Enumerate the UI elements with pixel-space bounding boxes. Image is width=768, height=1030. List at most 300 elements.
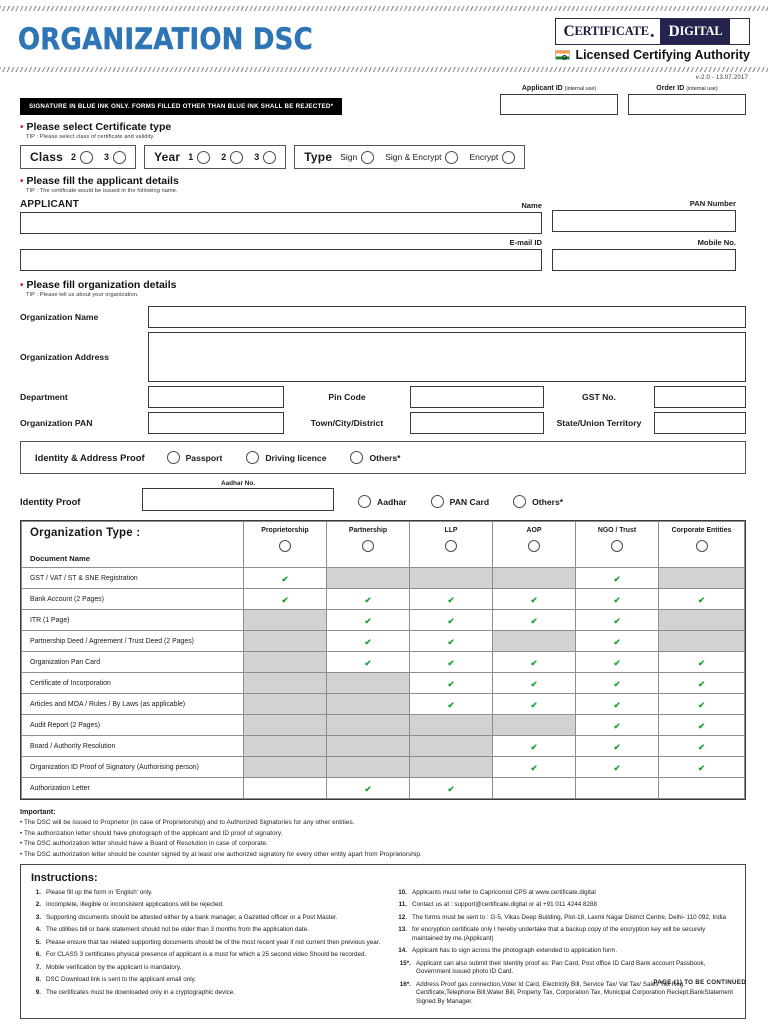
organization-type-table (21, 521, 745, 799)
class-title: Class (30, 150, 64, 164)
table-body (22, 568, 745, 799)
radio-circle-icon[interactable] (80, 151, 93, 164)
check-icon: ✔ (697, 700, 706, 710)
check-icon: ✔ (613, 574, 621, 584)
check-icon: ✔ (281, 574, 289, 584)
identity-proof-options (358, 495, 587, 511)
instruction-text: Mobile verification by the applicant is mandatory. (46, 963, 182, 971)
requirement-cell-checked (659, 673, 745, 694)
applicant-row-1 (20, 199, 746, 234)
column-aop-label: AOP (526, 527, 542, 534)
instructions-heading: Instructions: (31, 871, 98, 884)
logo-dig-rest: IGITAL (679, 24, 723, 38)
instruction-number: 2. (35, 901, 41, 908)
org-state-label: State/Union Territory (556, 418, 642, 428)
requirement-cell-checked (410, 778, 493, 799)
document-name-cell: Organization ID Proof of Signatory (Authorising person) (22, 757, 244, 778)
applicant-email-labels (20, 238, 542, 247)
column-aop-radio[interactable] (495, 539, 573, 557)
requirement-cell-na (327, 715, 410, 736)
applicant-name-input[interactable] (20, 212, 542, 234)
document-name-title: Document Name (30, 554, 90, 563)
table-row (22, 736, 745, 757)
check-icon: ✔ (530, 679, 538, 689)
important-item: • The DSC authorization letter should be counter signed by at least one authorized signatory for every other entity apart from Proprietorship. (20, 851, 746, 858)
instruction-item (397, 889, 735, 898)
class-option-3-label: 3 (104, 152, 110, 162)
identity-option-others-label: Others* (532, 496, 564, 507)
org-pan-label: Organization PAN (20, 418, 93, 428)
type-option-box (294, 145, 525, 169)
logo-cert-cap: C (563, 22, 575, 40)
org-pincode-input[interactable] (410, 386, 544, 408)
requirement-cell-checked (244, 568, 327, 589)
important-heading: Important: (20, 807, 56, 816)
table-row (22, 694, 745, 715)
check-icon: ✔ (530, 742, 538, 752)
brand-logo (555, 18, 750, 62)
requirement-cell-checked (493, 610, 576, 631)
check-icon: ✔ (447, 679, 455, 689)
instruction-text: DSC Download link is sent to the applicant email only. (46, 976, 197, 983)
org-address-label: Organization Address (20, 352, 109, 362)
instruction-text: Address Proof gas connection,Voter Id Card, Electricity Bill, Service Tax/ Vat Tax/ Sales Tax Reg. Certificate,Telephone Bill,Water Bill, Property Tax, Corporation Tax, Municipal Corporation Reciept,BankStatement Signed By Manager. (416, 980, 733, 1005)
requirement-cell-na (493, 568, 576, 589)
column-llp[interactable] (410, 522, 493, 568)
column-corporate-entities-radio[interactable] (661, 539, 742, 557)
instruction-number: 4. (35, 926, 41, 933)
order-id-field (628, 85, 746, 115)
year-option-3-label: 3 (254, 152, 260, 162)
requirement-cell-empty (244, 778, 327, 799)
check-icon: ✔ (530, 616, 538, 626)
organization-type-table-wrapper (20, 520, 746, 800)
org-gst-label: GST No. (582, 392, 616, 402)
bullet-icon: • (20, 280, 24, 291)
instruction-number: 8. (35, 976, 41, 983)
instruction-item (31, 926, 383, 935)
type-option-sign[interactable] (340, 151, 374, 164)
requirement-cell-checked (659, 589, 745, 610)
check-icon: ✔ (613, 763, 621, 773)
org-department-input[interactable] (148, 386, 284, 408)
org-department-label: Department (20, 392, 68, 402)
requirement-cell-na (327, 694, 410, 715)
check-icon: ✔ (613, 700, 621, 710)
check-icon: ✔ (364, 658, 372, 668)
organization-fields (0, 298, 768, 434)
radio-circle-icon[interactable] (197, 151, 210, 164)
requirement-cell-checked (493, 694, 576, 715)
instruction-number: 10. (398, 888, 407, 896)
applicant-id-note: (internal use) (564, 86, 597, 92)
instruction-number: 12. (398, 913, 407, 921)
applicant-row-2 (20, 238, 746, 271)
radio-circle-icon[interactable] (611, 540, 623, 552)
applicant-mobile-col (552, 238, 736, 271)
type-option-encrypt[interactable] (469, 151, 515, 164)
requirement-cell-na (244, 694, 327, 715)
notice-row (0, 81, 768, 115)
requirement-cell-na (659, 631, 745, 652)
proof-option-driving-licence-label: Driving licence (265, 452, 327, 463)
identity-option-aadhar-label: Aadhar (377, 496, 407, 507)
organization-heading: Please fill organization details (26, 279, 177, 291)
instruction-item (397, 901, 735, 910)
bullet-icon: • (20, 122, 24, 133)
instruction-text: The certificates must be downloaded only in a cryptographic device. (46, 988, 236, 996)
org-town-input[interactable] (410, 412, 544, 434)
column-ngo-trust-radio[interactable] (578, 539, 656, 557)
certificate-type-tip: TIP : Please select class of certificate and validity. (26, 134, 155, 140)
instructions-box (20, 864, 746, 1020)
document-name-cell: Articles and MOA / Rules / By Laws (as applicable) (22, 694, 244, 715)
document-name-cell: Certificate of Incorporation (22, 673, 244, 694)
radio-circle-icon[interactable] (263, 151, 276, 164)
table-header-row (22, 522, 745, 568)
instruction-number: 3. (35, 913, 41, 921)
page-header (0, 11, 768, 67)
check-icon: ✔ (364, 784, 372, 794)
class-option-2[interactable] (71, 151, 93, 164)
instruction-text: for encryption certificate only I hereby undertake that a backup copy of the encryption key will be securely maintained by me.(Applicant) (412, 926, 706, 942)
requirement-cell-checked (493, 736, 576, 757)
check-icon: ✔ (697, 721, 706, 731)
check-icon: ✔ (447, 700, 455, 710)
instructions-left-column (31, 889, 383, 1011)
important-item: • The DSC will be issued to Proprietor (in case of Proprietorship) and to Authorized Signatories for any other entities. (20, 819, 746, 826)
type-option-encrypt-label: Encrypt (469, 152, 499, 162)
org-state-input[interactable] (654, 412, 746, 434)
page-footer: PAGE (1) TO BE CONTINUED (653, 979, 746, 986)
radio-circle-icon[interactable] (696, 540, 708, 552)
instruction-number: 1. (35, 888, 41, 896)
instruction-text: Incomplete, illegible or inconsistent applications will be rejected. (46, 901, 224, 908)
radio-circle-icon[interactable] (528, 540, 540, 552)
check-icon: ✔ (697, 658, 706, 668)
requirement-cell-checked (576, 652, 659, 673)
important-section (0, 800, 768, 858)
instruction-text: The forms must be sent to : G-5, Vikas Deep Building, Plot-18, Laxmi Nagar District Centre, Delhi- 110 092, India (412, 913, 727, 921)
year-option-2[interactable] (221, 151, 243, 164)
requirement-cell-na (659, 568, 745, 589)
instruction-number: 7. (35, 963, 41, 971)
org-address-row (20, 332, 746, 382)
applicant-pan-input[interactable] (552, 210, 736, 232)
applicant-name-label: Name (521, 201, 542, 210)
proof-option-driving-licence[interactable] (246, 451, 326, 464)
column-proprietorship[interactable] (244, 522, 327, 568)
instruction-text: Please fill up the form in 'English' only. (46, 888, 153, 896)
radio-circle-icon[interactable] (445, 540, 457, 552)
requirement-cell-checked (576, 631, 659, 652)
column-ngo-trust[interactable] (576, 522, 659, 568)
requirement-cell-checked (576, 610, 659, 631)
column-partnership[interactable] (327, 522, 410, 568)
applicant-caption: APPLICANT (20, 199, 80, 210)
instruction-text: Applicant has to sign across the photograph extended to application form. (412, 947, 618, 954)
column-llp-radio[interactable] (412, 539, 490, 557)
page-title: ORGANIZATION DSC (18, 23, 313, 57)
year-option-2-label: 2 (221, 152, 227, 162)
applicant-id-input[interactable] (500, 94, 618, 115)
radio-circle-icon[interactable] (445, 151, 458, 164)
applicant-email-col (20, 238, 542, 271)
radio-circle-icon[interactable] (113, 151, 126, 164)
order-id-input[interactable] (628, 94, 746, 115)
org-gst-input[interactable] (654, 386, 746, 408)
requirement-cell-checked (576, 694, 659, 715)
table-row (22, 715, 745, 736)
check-icon: ✔ (697, 763, 706, 773)
applicant-pan-label: PAN Number (689, 199, 736, 208)
radio-circle-icon[interactable] (362, 540, 374, 552)
check-icon: ✔ (447, 616, 455, 626)
section-heading-applicant (0, 169, 768, 187)
check-icon: ✔ (530, 658, 538, 668)
identity-option-others[interactable] (513, 495, 563, 508)
logo-certificate-word (556, 19, 660, 44)
requirement-cell-checked (659, 757, 745, 778)
radio-circle-icon[interactable] (431, 495, 444, 508)
radio-circle-icon[interactable] (279, 540, 291, 552)
org-address-input[interactable] (148, 332, 746, 382)
type-option-sign-encrypt[interactable] (385, 151, 458, 164)
org-name-input[interactable] (148, 306, 746, 328)
table-row (22, 610, 745, 631)
applicant-id-label: Applicant ID (internal use) (521, 85, 597, 92)
year-option-3[interactable] (254, 151, 276, 164)
requirement-cell-checked (493, 673, 576, 694)
class-option-3[interactable] (104, 151, 126, 164)
column-proprietorship-radio[interactable] (246, 539, 324, 557)
bullet-icon: • (20, 176, 24, 187)
org-pan-row (20, 412, 746, 434)
check-icon: ✔ (447, 784, 455, 794)
requirement-cell-checked (659, 694, 745, 715)
requirement-cell-checked (493, 589, 576, 610)
proof-option-others[interactable] (350, 451, 400, 464)
requirement-cell-na (244, 610, 327, 631)
year-option-1[interactable] (188, 151, 210, 164)
document-name-cell: Audit Report (2 Pages) (22, 715, 244, 736)
column-ngo-trust-label: NGO / Trust (597, 527, 637, 534)
document-name-cell: Bank Account (2 Pages) (22, 589, 244, 610)
applicant-name-col (20, 199, 542, 234)
instruction-text: Please ensure that tax related supporting documents should be of the most recent year if not current then previous year. (46, 938, 381, 946)
instruction-text: Applicant can also submit their Identity proof as: Pan Card, Post office ID Card Bank account Passbook, Government issued photo ID Card. (416, 959, 706, 975)
certificate-type-heading: Please select Certificate type (26, 121, 172, 133)
applicant-pan-labels (552, 199, 736, 208)
requirement-cell-na (410, 568, 493, 589)
applicant-name-labels (20, 199, 542, 210)
requirement-cell-checked (327, 778, 410, 799)
document-name-cell: GST / VAT / ST & SNE Registration (22, 568, 244, 589)
organization-tip: TIP : Please tell us about your organization. (26, 292, 139, 298)
table-row (22, 589, 745, 610)
instruction-item (31, 951, 383, 960)
requirement-cell-na (410, 757, 493, 778)
document-name-cell: Board / Authority Resolution (22, 736, 244, 757)
instruction-item (31, 939, 383, 948)
requirement-cell-checked (410, 610, 493, 631)
column-proprietorship-label: Proprietorship (261, 527, 309, 534)
column-partnership-label: Partnership (348, 527, 388, 534)
radio-circle-icon[interactable] (358, 495, 371, 508)
requirement-cell-na (244, 673, 327, 694)
check-icon: ✔ (613, 742, 621, 752)
year-title: Year (154, 150, 181, 164)
logo-digital-word (660, 19, 730, 44)
check-icon: ✔ (530, 595, 538, 605)
document-name-cell: Organization Pan Card (22, 652, 244, 673)
radio-circle-icon[interactable] (230, 151, 243, 164)
internal-id-group (500, 85, 746, 115)
important-item: • The DSC authorization letter should have a Board of Resolution in case of corporate. (20, 840, 746, 847)
requirement-cell-checked (244, 589, 327, 610)
check-icon: ✔ (613, 637, 621, 647)
radio-circle-icon[interactable] (246, 451, 259, 464)
requirement-cell-checked (576, 568, 659, 589)
logo-cert-rest: ERTIFICATE (574, 24, 649, 38)
requirement-cell-checked (410, 631, 493, 652)
important-list (20, 819, 746, 858)
radio-circle-icon[interactable] (502, 151, 515, 164)
requirement-cell-na (244, 757, 327, 778)
org-dept-row (20, 386, 746, 408)
column-llp-label: LLP (444, 527, 458, 534)
requirement-cell-empty (576, 778, 659, 799)
identity-proof-row (20, 480, 746, 511)
column-corporate-entities[interactable] (659, 522, 745, 568)
requirement-cell-na (244, 715, 327, 736)
org-pan-input[interactable] (148, 412, 284, 434)
instruction-number: 16*. (399, 980, 411, 988)
check-icon: ✔ (364, 595, 372, 605)
instruction-item (397, 960, 735, 977)
requirement-cell-checked (493, 757, 576, 778)
year-option-1-label: 1 (188, 152, 194, 162)
radio-circle-icon[interactable] (167, 451, 180, 464)
certificate-type-options (0, 140, 768, 169)
instruction-number: 13. (398, 926, 407, 933)
check-icon: ✔ (447, 637, 455, 647)
table-row (22, 652, 745, 673)
instruction-item (31, 901, 383, 910)
org-name-label: Organization Name (20, 312, 99, 322)
applicant-mobile-labels (552, 238, 736, 247)
requirement-cell-checked (327, 631, 410, 652)
column-aop[interactable] (493, 522, 576, 568)
requirement-cell-na (327, 736, 410, 757)
instruction-item (31, 964, 383, 973)
check-icon: ✔ (613, 679, 621, 689)
requirement-cell-na (327, 568, 410, 589)
instruction-item (397, 947, 735, 956)
logo-wordmark (555, 18, 750, 45)
organization-type-title: Organization Type : (30, 527, 141, 539)
identity-option-aadhar[interactable] (358, 495, 407, 508)
instruction-item (397, 914, 735, 923)
instruction-number: 5. (35, 938, 41, 946)
applicant-id-field (500, 85, 618, 115)
table-row (22, 568, 745, 589)
instruction-text: Supporting documents should be attested either by a bank manager, a Gazetted officer or a Post Master. (46, 913, 338, 921)
radio-circle-icon[interactable] (350, 451, 363, 464)
form-page (0, 6, 768, 1030)
identity-address-proof-title: Identity & Address Proof (35, 452, 145, 463)
year-option-box (144, 145, 286, 169)
logo-dig-cap: D (668, 22, 680, 40)
class-option-box (20, 145, 136, 169)
requirement-cell-checked (327, 589, 410, 610)
applicant-heading: Please fill the applicant details (26, 175, 179, 187)
org-town-label: Town/City/District (310, 418, 384, 428)
instructions-right-column (383, 889, 735, 1011)
check-icon: ✔ (613, 721, 621, 731)
requirement-cell-checked (576, 757, 659, 778)
table-row (22, 778, 745, 799)
requirement-cell-na (244, 652, 327, 673)
aadhar-field (142, 480, 334, 511)
table-header-left (22, 522, 244, 568)
logo-subtitle-row (555, 48, 750, 62)
blue-ink-notice: SIGNATURE IN BLUE INK ONLY. FORMS FILLED OTHER THAN BLUE INK SHALL BE REJECTED* (20, 98, 342, 115)
identity-option-pan-card[interactable] (431, 495, 489, 508)
table-row (22, 631, 745, 652)
proof-option-passport[interactable] (167, 451, 223, 464)
check-icon: ✔ (530, 763, 538, 773)
applicant-mobile-label: Mobile No. (697, 238, 736, 247)
requirement-cell-na (327, 757, 410, 778)
instruction-number: 9. (35, 988, 41, 996)
column-corporate-entities-label: Corporate Entities (671, 527, 732, 534)
document-name-cell: Authorization Letter (22, 778, 244, 799)
requirement-cell-checked (493, 652, 576, 673)
check-icon: ✔ (697, 679, 706, 689)
requirement-cell-checked (576, 673, 659, 694)
check-icon: ✔ (281, 595, 289, 605)
requirement-cell-na (410, 736, 493, 757)
column-partnership-radio[interactable] (329, 539, 407, 557)
logo-subtitle: Licensed Certifying Authority (575, 48, 750, 62)
applicant-email-input[interactable] (20, 249, 542, 271)
type-option-sign-encrypt-label: Sign & Encrypt (385, 152, 442, 162)
requirement-cell-checked (327, 652, 410, 673)
requirement-cell-checked (659, 652, 745, 673)
document-name-cell: ITR (1 Page) (22, 610, 244, 631)
instruction-item (31, 889, 383, 898)
requirement-cell-na (493, 631, 576, 652)
requirement-cell-na (493, 715, 576, 736)
radio-circle-icon[interactable] (361, 151, 374, 164)
instruction-text: Contact us at : support@certificate.digital or at +91 011 4244 8288 (412, 901, 597, 908)
aadhar-input[interactable] (142, 488, 334, 511)
applicant-email-label: E-mail ID (509, 238, 542, 247)
document-name-cell: Partnership Deed / Agreement / Trust Deed (2 Pages) (22, 631, 244, 652)
applicant-tip: TIP : The certificate would be issued in the following name. (26, 188, 178, 194)
requirement-cell-checked (410, 694, 493, 715)
instruction-item (31, 976, 383, 985)
table-row (22, 757, 745, 778)
radio-circle-icon[interactable] (513, 495, 526, 508)
applicant-mobile-input[interactable] (552, 249, 736, 271)
aadhar-label: Aadhar No. (220, 480, 256, 487)
instruction-text: For CLASS 3 certificates physical presence of applicant is a must for which a 25 second video Should be recorded. (46, 951, 367, 958)
org-name-row (20, 306, 746, 328)
requirement-cell-checked (576, 715, 659, 736)
org-pincode-label: Pin Code (328, 392, 366, 402)
